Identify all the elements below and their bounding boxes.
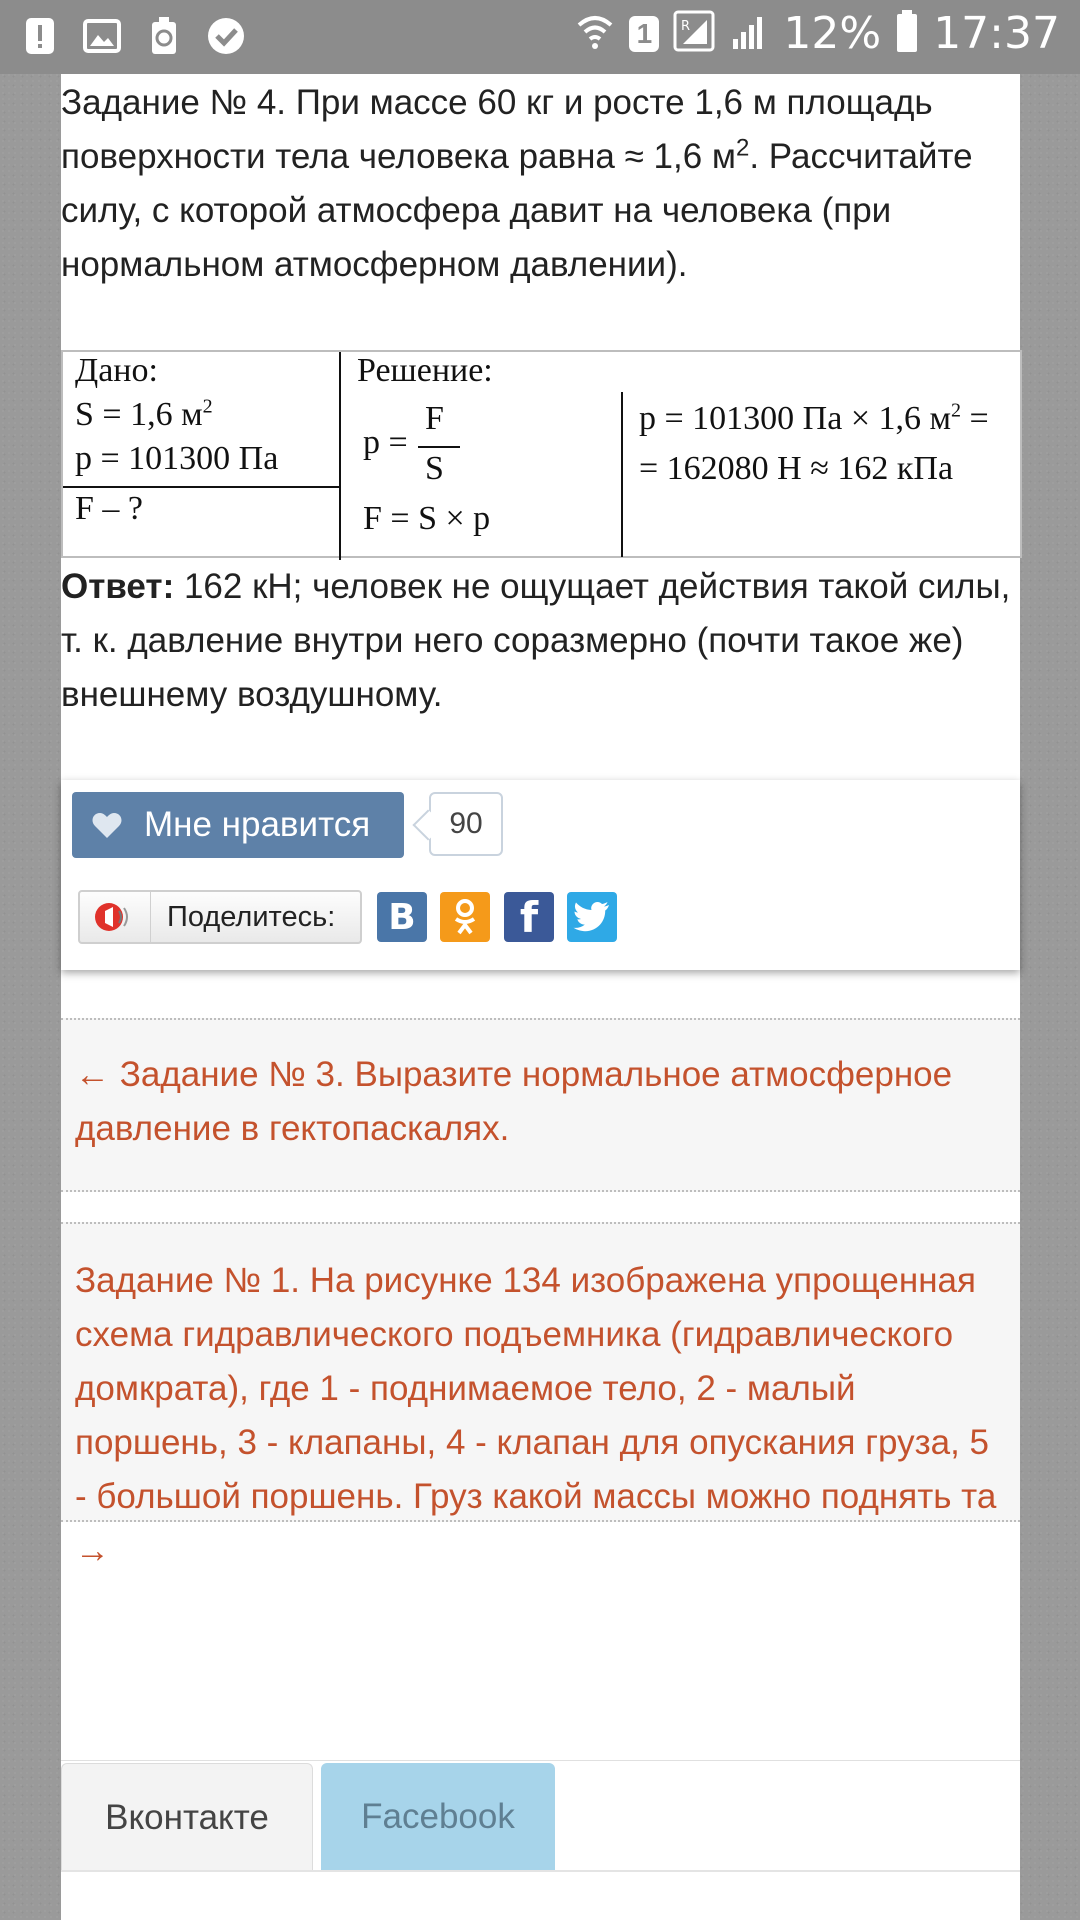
battery-percent: 12% (783, 8, 882, 59)
share-button[interactable] (78, 890, 362, 944)
given-area: S = 1,6 $м^2$ (75, 395, 213, 433)
odnoklassniki-share-icon[interactable] (440, 892, 490, 942)
wifi-icon (575, 11, 615, 56)
like-share-panel (61, 780, 1020, 970)
solution-label: Решение: (357, 352, 493, 389)
tab-vkontakte[interactable]: Вконтакте (61, 1763, 313, 1871)
status-bar (0, 0, 1080, 74)
answer-label: Ответ: (61, 567, 175, 606)
formula-denominator: S (425, 450, 444, 487)
answer-text: Ответ: 162 кН; человек не ощущает действия такой силы, т. к. давление внутри него соразмерно (почти такое же) внешнему воздушному. (61, 567, 1011, 714)
article-content (61, 74, 1020, 1920)
recycle-icon (144, 16, 184, 56)
solution-image (61, 350, 1022, 558)
heart-icon (92, 811, 122, 839)
sim-badge: 1 (629, 16, 659, 52)
next-task-link[interactable] (61, 1222, 1020, 1570)
vk-share-icon[interactable]: В (377, 892, 427, 942)
share-label: Поделитесь: (167, 900, 336, 933)
divider (621, 392, 623, 557)
find-force: F – ? (75, 490, 143, 527)
clock: 17:37 (933, 8, 1060, 59)
facebook-share-icon[interactable]: f (504, 892, 554, 942)
formula-force: F = S × p (363, 500, 491, 537)
like-button-label: Мне нравится (144, 805, 371, 844)
like-count: 90 (429, 792, 503, 856)
divider (339, 352, 341, 560)
gallery-icon (82, 16, 122, 56)
formula-numerator: F (425, 400, 444, 437)
formula-p: p = (363, 424, 408, 461)
check-circle-icon (206, 16, 246, 56)
calc-line-1: p = 101300 Па × 1,6 $м^2$ = (639, 399, 989, 437)
task-statement: Задание № 4. При массе 60 кг и росте 1,6 м площадь поверхности тела человека равна ≈ 1,6 $м^2$. Рассчитайте силу, с которой атмосфера давит на человека (при нормальном атмосферном давлении). (61, 83, 973, 284)
next-task-text[interactable]: Задание № 1. На рисунке 134 изображена упрощенная схема гидравлического подъемника (гидравлического домкрата), где 1 - поднимаемое тело, 2 - малый поршень, 3 - клапаны, 4 - клапан для опускания груза, 5 - большой поршень. Груз какой массы можно поднять та → (75, 1261, 997, 1570)
fraction-line (418, 446, 460, 448)
share-megaphone-icon (80, 892, 151, 942)
battery-icon (895, 9, 919, 58)
comments-tabs (61, 1760, 1020, 1871)
calc-line-2: = 162080 Н ≈ 162 кПа (639, 450, 954, 487)
previous-task-text[interactable]: ← Задание № 3. Выразите нормальное атмосферное давление в гектопаскалях. (75, 1055, 953, 1148)
previous-task-link[interactable] (61, 1018, 1020, 1192)
tab-facebook[interactable]: Facebook (321, 1763, 555, 1871)
like-button[interactable] (72, 792, 404, 858)
alert-icon (20, 16, 60, 56)
svg-text:R: R (681, 19, 691, 34)
given-label: Дано: (75, 352, 158, 389)
signal-icon (729, 11, 769, 56)
divider (61, 1870, 1020, 1872)
twitter-share-icon[interactable] (567, 892, 617, 942)
roaming-signal-icon (673, 10, 715, 57)
given-pressure: p = 101300 Па (75, 440, 279, 477)
divider (63, 486, 340, 488)
